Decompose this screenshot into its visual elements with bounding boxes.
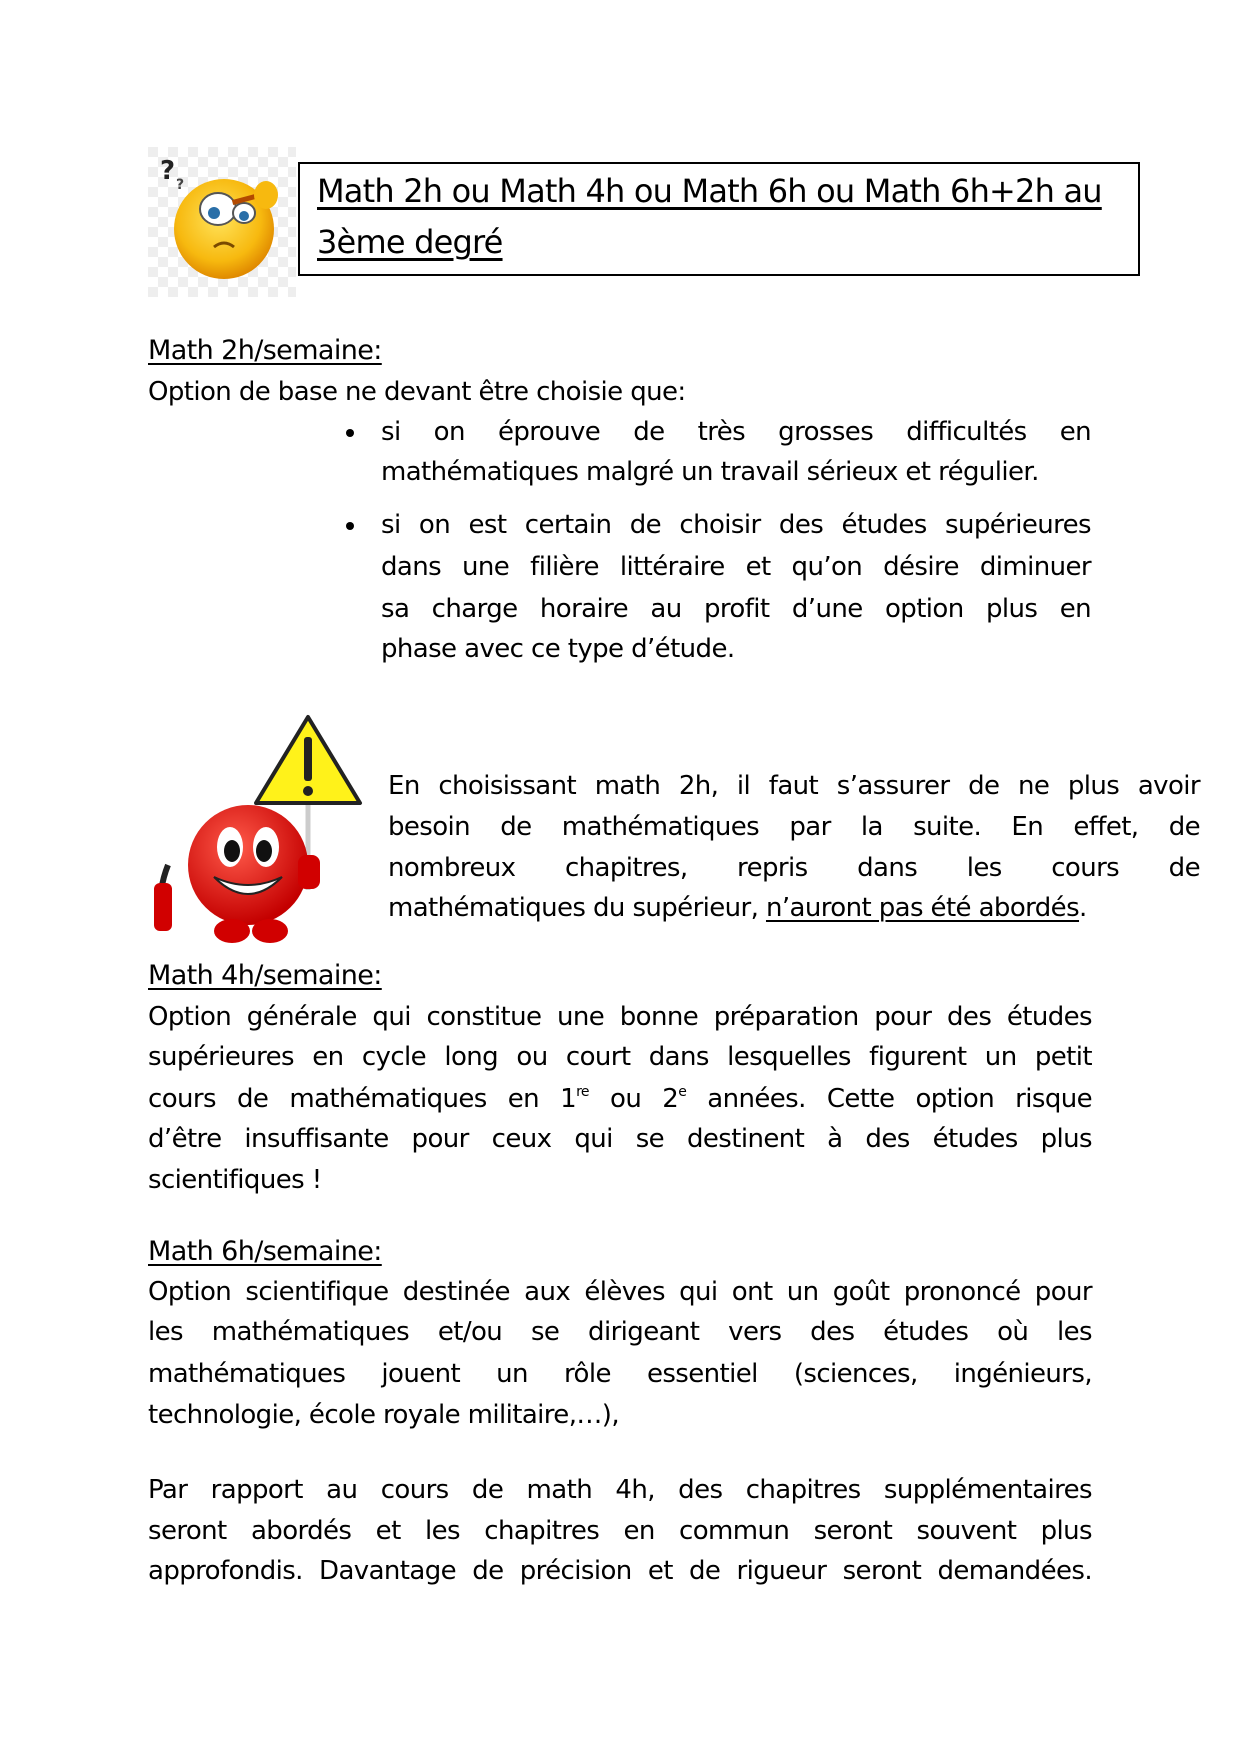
math4h-line-3-c: années. Cette option risque <box>686 1084 1092 1114</box>
bullet-icon <box>346 429 354 437</box>
svg-text:?: ? <box>160 156 176 186</box>
bullet-1-line-2: mathématiques malgré un travail sérieux et régulier. <box>381 457 1039 487</box>
math6h-line-3: mathématiques jouent un rôle essentiel (sciences, ingénieurs, <box>148 1359 1092 1389</box>
bullet-2-line-4: phase avec ce type d’étude. <box>381 634 735 664</box>
warning-emphasis: n’auront pas été abordés <box>765 893 1080 923</box>
svg-text:?: ? <box>176 177 185 193</box>
warning-line-1: En choisissant math 2h, il faut s’assurer de ne plus avoir <box>388 771 1200 801</box>
bullet-2-line-1: si on est certain de choisir des études supérieures <box>381 510 1091 540</box>
math2h-intro: Option de base ne devant être choisie que: <box>148 377 686 407</box>
math4h-line-4: d’être insuffisante pour ceux qui se destinent à des études plus <box>148 1124 1092 1154</box>
math4h-line-3 <box>148 1079 1092 1120</box>
math6h-line-1: Option scientifique destinée aux élèves qui ont un goût prononcé pour <box>148 1277 1092 1307</box>
warning-line-3: nombreux chapitres, repris dans les cours de <box>388 853 1200 883</box>
comparison-line-3: approfondis. Davantage de précision et de rigueur seront demandées. <box>148 1556 1092 1586</box>
warning-mascot-icon <box>148 705 388 947</box>
section-heading-math4h: Math 4h/semaine: <box>148 960 382 991</box>
comparison-line-1: Par rapport au cours de math 4h, des chapitres supplémentaires <box>148 1475 1092 1505</box>
bullet-2-line-3: sa charge horaire au profit d’une option plus en <box>381 594 1091 624</box>
ordinal-superscript: re <box>576 1084 589 1100</box>
warning-line-2: besoin de mathématiques par la suite. En effet, de <box>388 812 1200 842</box>
section-heading-math2h: Math 2h/semaine: <box>148 335 382 366</box>
math4h-line-5: scientifiques ! <box>148 1165 322 1195</box>
confused-emoji-icon <box>148 147 296 297</box>
warning-line-4-suffix: . <box>1079 893 1087 923</box>
page-title-line-2: 3ème degré <box>317 223 503 261</box>
math4h-line-3-b: ou 2 <box>588 1084 679 1114</box>
bullet-2-line-2: dans une filière littéraire et qu’on désire diminuer <box>381 552 1091 582</box>
math4h-line-2: supérieures en cycle long ou court dans lesquelles figurent un petit <box>148 1042 1092 1072</box>
ordinal-superscript: e <box>678 1084 687 1100</box>
math6h-line-4: technologie, école royale militaire,…), <box>148 1400 619 1430</box>
bullet-icon <box>346 522 354 530</box>
warning-line-4-prefix: mathématiques du supérieur, <box>388 893 766 923</box>
math4h-line-1: Option générale qui constitue une bonne préparation pour des études <box>148 1002 1092 1032</box>
page-title-line-1: Math 2h ou Math 4h ou Math 6h ou Math 6h+2h au <box>317 172 1102 210</box>
bullet-1-line-1: si on éprouve de très grosses difficultés en <box>381 417 1091 447</box>
section-heading-math6h: Math 6h/semaine: <box>148 1236 382 1267</box>
warning-line-4 <box>388 888 1087 929</box>
math6h-line-2: les mathématiques et/ou se dirigeant vers des études où les <box>148 1317 1092 1347</box>
comparison-line-2: seront abordés et les chapitres en commun seront souvent plus <box>148 1516 1092 1546</box>
math4h-line-3-a: cours de mathématiques en 1 <box>148 1084 577 1114</box>
title-box <box>298 162 1140 276</box>
